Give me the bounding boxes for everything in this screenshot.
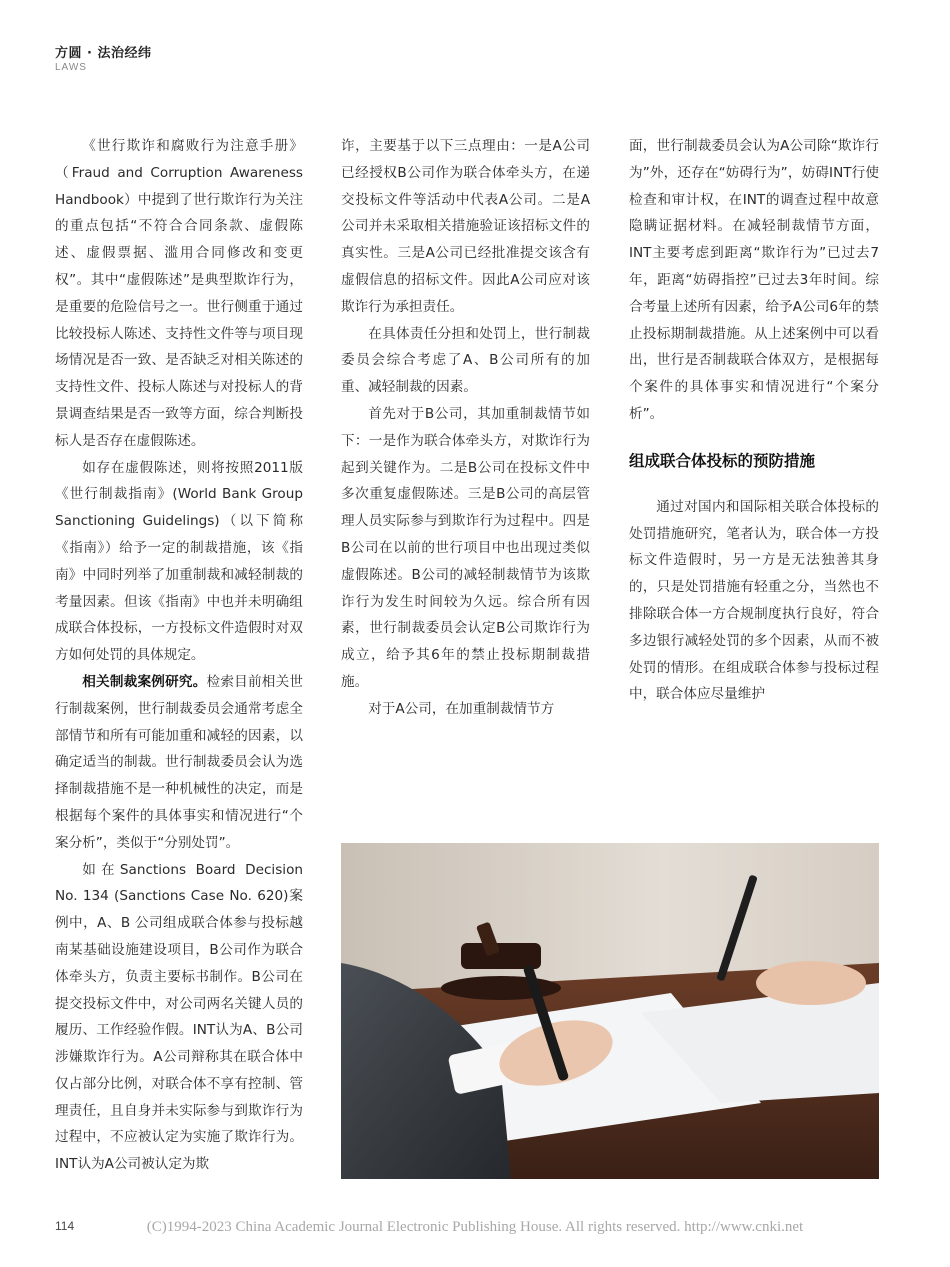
- paragraph: 诈，主要基于以下三点理由：一是A公司已经授权B公司作为联合体牵头方，在递交投标文件等活动中代表A公司。二是A公司并未采取相关措施验证该招标文件的真实性。三是A公司已经批准提交该含有虚假信息的招标文件。因此A公司应对该欺诈行为承担责任。: [341, 138, 590, 315]
- paragraph: 首先对于B公司，其加重制裁情节如下：一是作为联合体牵头方，对欺诈行为起到关键作为。二是B公司在投标文件中多次重复虚假陈述。三是B公司的高层管理人员实际参与到欺诈行为过程中。四是B公司在以前的世行项目中也出现过类似虚假陈述。B公司的减轻制裁情节为该欺诈行为发生时间较为久远。综合所有因素，世行制裁委员会认定B公司欺诈行为成立，给予其6年的禁止投标期制裁措施。: [341, 405, 590, 690]
- paragraph-text: 检索目前相关世行制裁案例，世行制裁委员会通常考虑全部情节和所有可能加重和减轻的因素，以确定适当的制裁。世行制裁委员会认为选择制裁措施不是一种机械性的决定，而是根据每个案件的具体事实和情况进行“个案分析”，类似于“分别处罚”。: [55, 673, 304, 851]
- text-column-1: [55, 133, 303, 1178]
- paragraph: 在具体责任分担和处罚上，世行制裁委员会综合考虑了A、B公司所有的加重、减轻制裁的因素。: [341, 325, 590, 396]
- paragraph-lead: 相关制裁案例研究。: [82, 673, 207, 690]
- paragraph: 如存在虚假陈述，则将按照2011版《世行制裁指南》(World Bank Group Sanctioning Guidelings)（以下简称《指南》）给予一定的制裁措施，该《指南》中同时列举了加重制裁和减轻制裁的考量因素。但该《指南》中也并未明确组成联合体投标，一方投标文件造假时对双方如何处罚的具体规定。: [55, 459, 303, 664]
- page-header: [55, 42, 152, 73]
- page-number: 114: [55, 1219, 75, 1233]
- magazine-section-title: 方圆 · 法治经纬: [55, 46, 152, 61]
- hand: [756, 961, 866, 1005]
- paragraph: 对于A公司，在加重制裁情节方: [368, 700, 555, 717]
- article-photo: [341, 843, 879, 1179]
- text-column-2: [341, 133, 590, 723]
- paragraph: 如在Sanctions Board Decision No. 134 (Sanctions Case No. 620)案例中，A、B 公司组成联合体参与投标越南某基础设施建设项目，B公司作为联合体牵头方，负责主要标书制作。B公司在提交投标文件中，对公司两名关键人员的履历、工作经验作假。INT认为A、B公司涉嫌欺诈行为。A公司辩称其在联合体中仅占部分比例，对联合体不享有控制、管理责任，且自身并未实际参与到欺诈行为过程中，不应被认定为实施了欺诈行为。INT认为A公司被认定为欺: [55, 861, 303, 1173]
- paragraph: 面，世行制裁委员会认为A公司除“欺诈行为”外，还存在“妨碍行为”，妨碍INT行使检查和审计权，在INT的调查过程中故意隐瞒证据材料。在减轻制裁情节方面，INT主要考虑到距离“欺诈行为”已过去7年，距离“妨碍指控”已过去3年时间。综合考量上述所有因素，给予A公司6年的禁止投标期制裁措施。从上述案例中可以看出，世行是否制裁联合体双方，是根据每个案件的具体事实和情况进行“个案分析”。: [629, 138, 879, 422]
- text-column-3: [629, 133, 879, 708]
- signing-documents-illustration: [341, 843, 879, 1179]
- copyright-notice: (C)1994-2023 China Academic Journal Electronic Publishing House. All rights reserved. http://www.cnki.net: [146, 1219, 804, 1235]
- paragraph: 《世行欺诈和腐败行为注意手册》（Fraud and Corruption Awareness Handbook）中提到了世行欺诈行为关注的重点包括“不符合合同条款、虚假陈述、虚假票据、滥用合同修改和变更权”。其中“虚假陈述”是典型欺诈行为，是重要的危险信号之一。世行侧重于通过比较投标人陈述、支持性文件等与项目现场情况是否一致、是否缺乏对相关陈述的支持性文件、投标人陈述与对投标人的背景调查结果是否一致等方面，综合判断投标人是否存在虚假陈述。: [55, 138, 303, 449]
- section-heading: 组成联合体投标的预防措施: [629, 451, 816, 470]
- paragraph: [55, 669, 303, 857]
- paragraph: 通过对国内和国际相关联合体投标的处罚措施研究，笔者认为，联合体一方投标文件造假时，另一方是无法独善其身的，只是处罚措施有轻重之分，当然也不排除联合体一方合规制度执行良好，符合多边银行减轻处罚的多个因素，从而不被处罚的情形。在组成联合体参与投标过程中，联合体应尽量维护: [629, 498, 879, 703]
- magazine-section-subtitle: LAWS: [55, 62, 87, 73]
